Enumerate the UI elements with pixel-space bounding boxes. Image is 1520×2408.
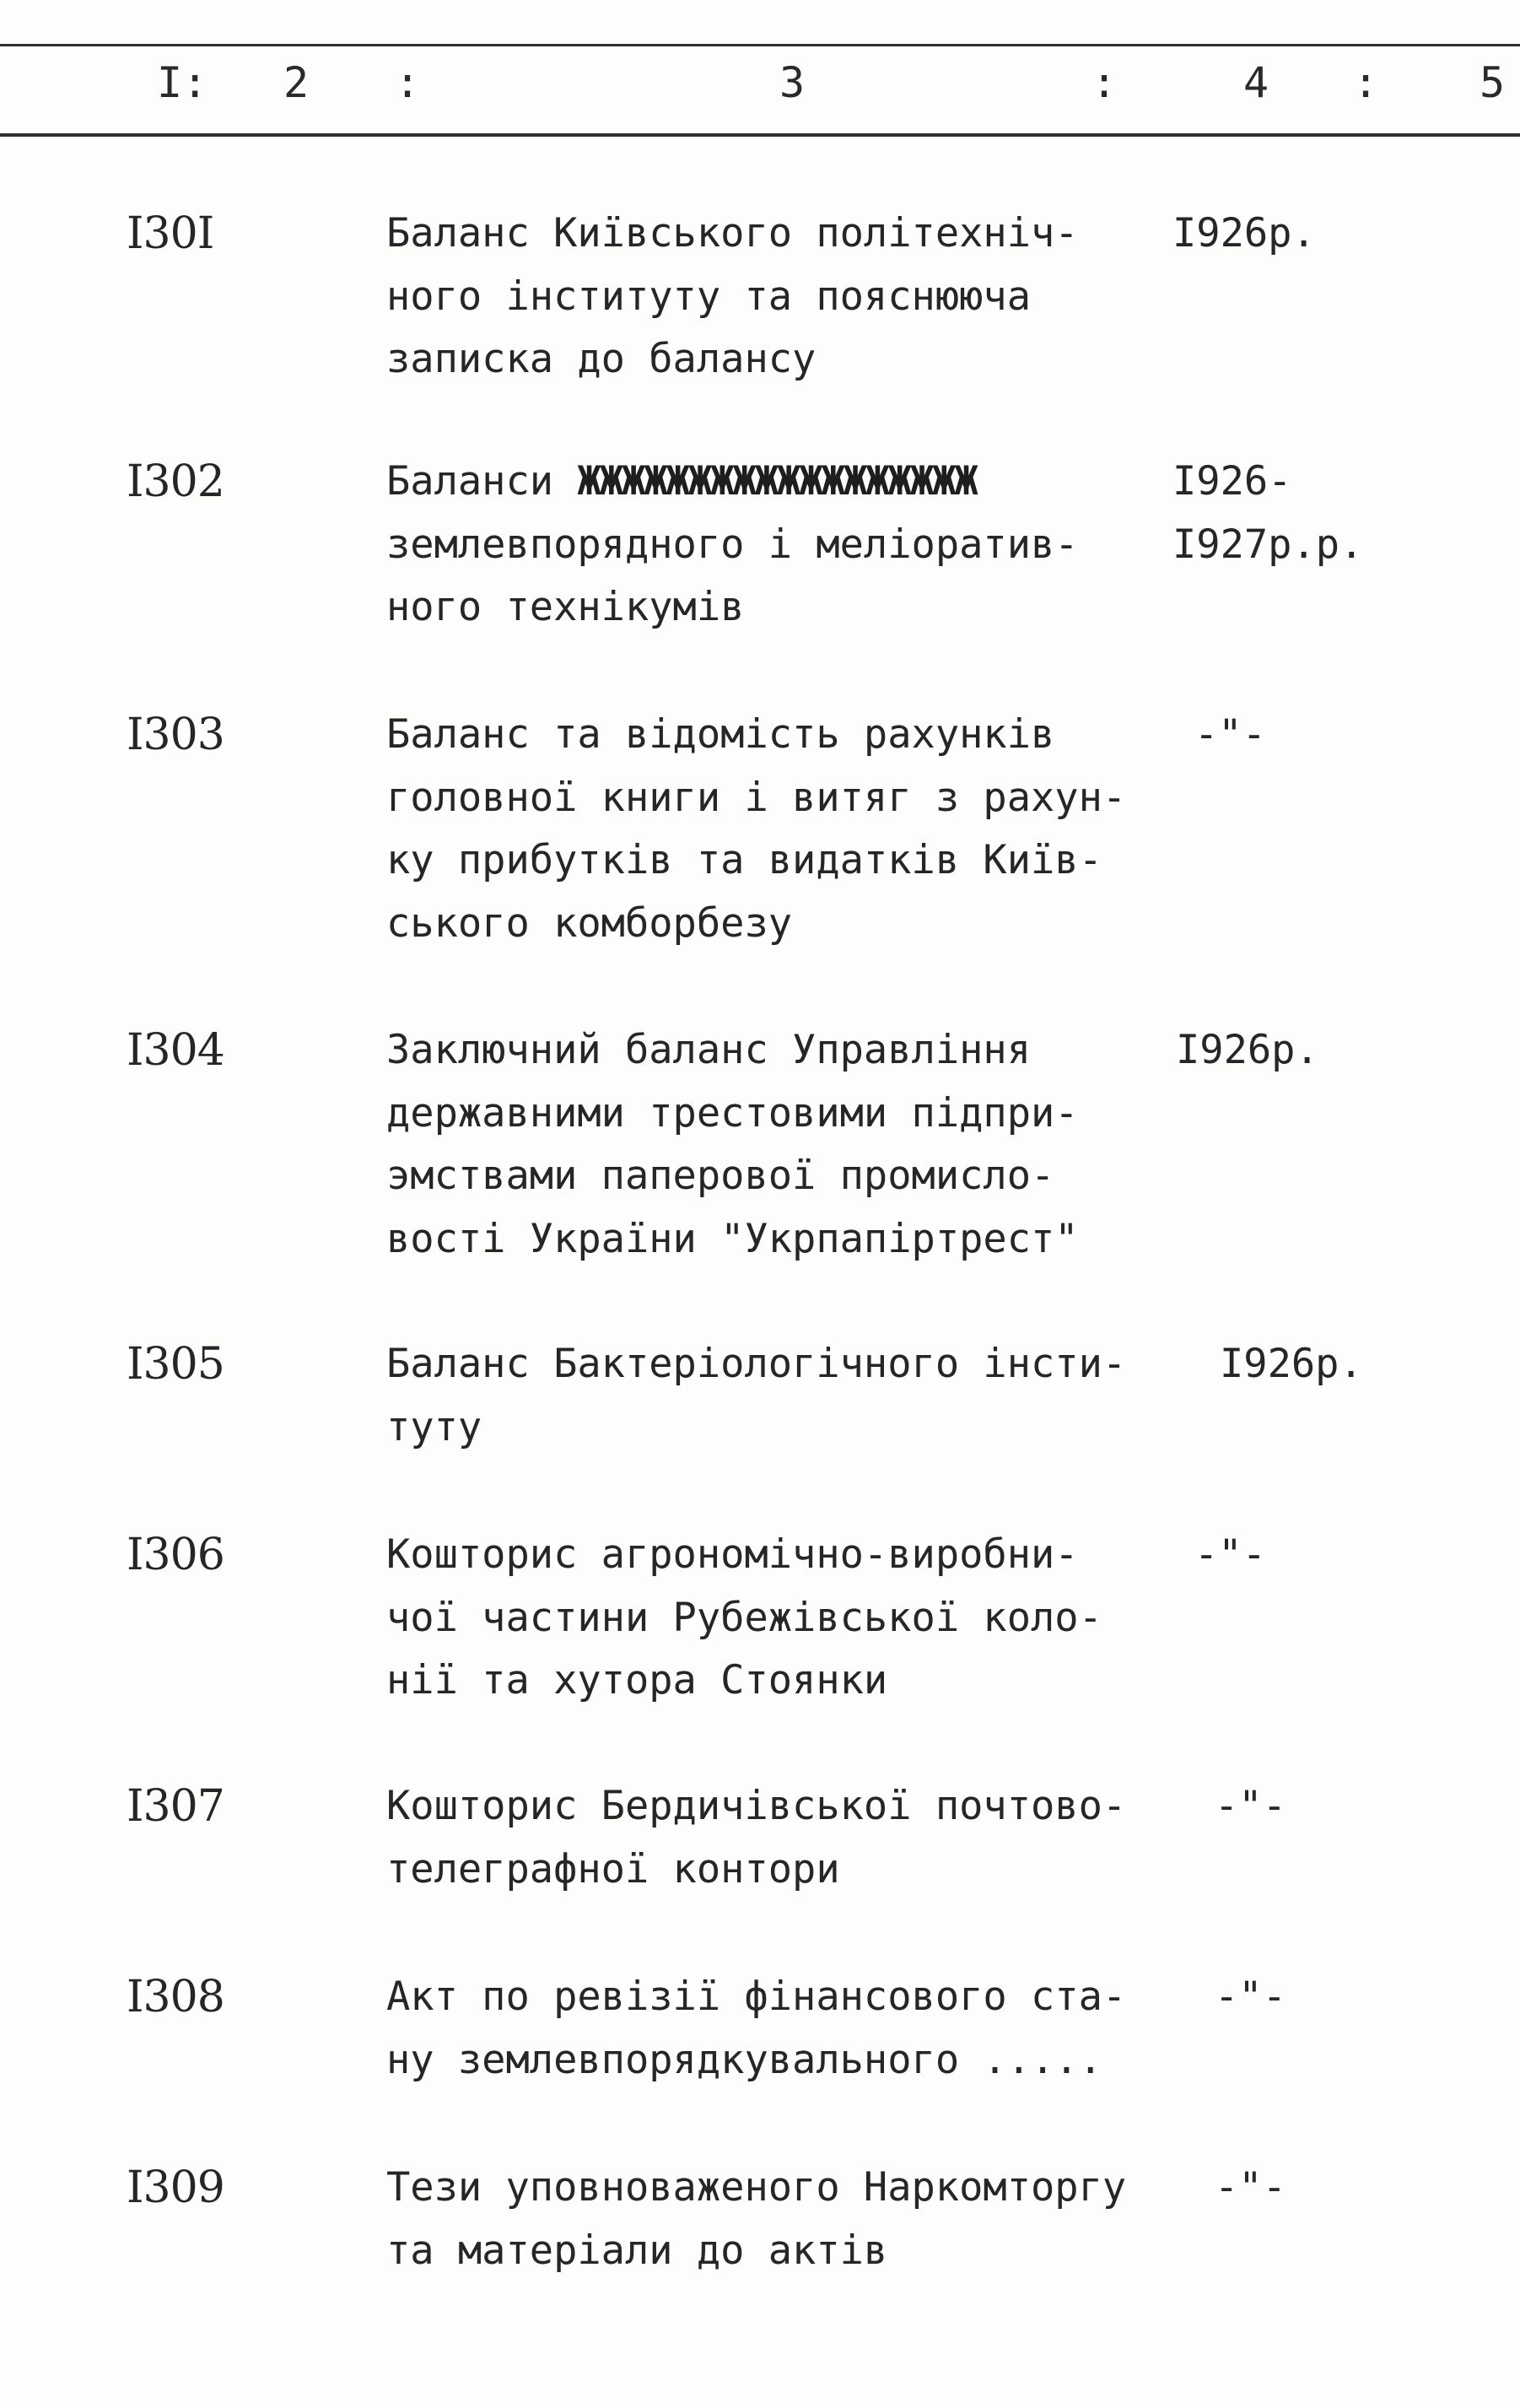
title-line: ного технікумів bbox=[386, 584, 745, 630]
title-line: нії та хутора Стоянки bbox=[386, 1657, 888, 1703]
entry-date bbox=[1215, 1966, 1286, 2029]
title-line: Тези уповноваженого Наркомторгу bbox=[386, 2164, 1127, 2211]
column-1-header: I: bbox=[157, 58, 208, 107]
entry-number: I303 bbox=[127, 710, 224, 760]
date-line: -"- bbox=[1194, 711, 1266, 758]
entry-title bbox=[386, 1966, 1196, 2092]
entry-date bbox=[1215, 2157, 1286, 2220]
title-line: туту bbox=[386, 1403, 482, 1450]
column-separator: : bbox=[1353, 58, 1379, 107]
title-line: ну землевпорядкувального ..... bbox=[386, 2036, 1102, 2083]
title-line: Баланс та відомість рахунків bbox=[386, 711, 1055, 758]
date-line: -"- bbox=[1194, 1531, 1266, 1578]
title-line: Кошторис Бердичівської почтово- bbox=[386, 1783, 1127, 1829]
title-line: землевпорядного і меліоратив- bbox=[386, 521, 1079, 568]
column-4-header: 4 bbox=[1243, 58, 1269, 107]
entry-title bbox=[386, 1775, 1196, 1901]
entry-number: I307 bbox=[127, 1781, 224, 1832]
title-line: Акт по ревізії фінансового ста- bbox=[386, 1973, 1127, 2020]
date-line: -"- bbox=[1215, 1783, 1286, 1829]
title-line: вості України "Укрпапіртрест" bbox=[386, 1215, 1079, 1262]
entry-number: I305 bbox=[127, 1339, 224, 1390]
entry-title bbox=[386, 202, 1196, 391]
entry-number: I302 bbox=[127, 456, 224, 507]
struck-out-text: ЖЖЖЖЖЖЖЖЖЖЖЖЖЖЖЖЖЖ bbox=[577, 458, 977, 505]
entry-title bbox=[386, 2157, 1196, 2282]
entry-number: I308 bbox=[127, 1972, 224, 2022]
title-line: ного інституту та пояснююча bbox=[386, 273, 1032, 320]
entry-date bbox=[1172, 202, 1316, 266]
entry-number: I304 bbox=[127, 1025, 224, 1076]
column-separator: : bbox=[395, 58, 421, 107]
column-separator: : bbox=[1091, 58, 1118, 107]
date-line: -"- bbox=[1215, 2164, 1286, 2211]
entry-number: I30I bbox=[127, 208, 214, 259]
date-line: I926р. bbox=[1220, 1341, 1363, 1387]
title-line: ку прибутків та видатків Київ- bbox=[386, 837, 1102, 883]
date-line: I927р.р. bbox=[1172, 521, 1364, 568]
entry-date bbox=[1194, 1524, 1266, 1587]
date-line: I926- bbox=[1172, 458, 1292, 505]
header-bottom-rule bbox=[0, 133, 1520, 137]
entry-title bbox=[386, 1019, 1196, 1271]
date-line: -"- bbox=[1215, 1973, 1286, 2020]
entry-date bbox=[1220, 1333, 1363, 1396]
title-line: Баланс Київського політехніч- bbox=[386, 210, 1079, 256]
entry-title bbox=[386, 1524, 1196, 1713]
header-top-rule bbox=[0, 44, 1520, 46]
title-line bbox=[386, 451, 1196, 514]
date-line: I926р. bbox=[1176, 1027, 1319, 1073]
date-line: I926р. bbox=[1172, 210, 1316, 256]
title-line: Заключний баланс Управління bbox=[386, 1027, 1032, 1073]
title-line: Баланс Бактеріологічного інсти- bbox=[386, 1341, 1127, 1387]
title-line: эмствами паперової промисло- bbox=[386, 1153, 1055, 1199]
title-line: та матеріали до актів bbox=[386, 2227, 888, 2274]
column-2-header: 2 bbox=[283, 58, 310, 107]
title-line: телеграфної контори bbox=[386, 1845, 840, 1892]
entry-date bbox=[1194, 704, 1266, 767]
entry-title bbox=[386, 1333, 1196, 1459]
entry-date bbox=[1176, 1019, 1319, 1083]
title-line: записка до балансу bbox=[386, 336, 817, 382]
title-line: головної книги і витяг з рахун- bbox=[386, 774, 1127, 821]
title-line: чої частини Рубежівської коло- bbox=[386, 1594, 1102, 1641]
entry-title bbox=[386, 451, 1196, 640]
entry-number: I309 bbox=[127, 2162, 224, 2213]
entry-number: I306 bbox=[127, 1530, 224, 1580]
entry-title bbox=[386, 704, 1196, 955]
entry-date bbox=[1215, 1775, 1286, 1838]
title-line: Кошторис агрономічно-виробни- bbox=[386, 1531, 1079, 1578]
column-5-header: 5 bbox=[1480, 58, 1506, 107]
title-line: державними трестовими підпри- bbox=[386, 1089, 1079, 1137]
column-3-header: 3 bbox=[779, 58, 806, 107]
entry-date bbox=[1172, 451, 1363, 576]
title-text: Баланси bbox=[386, 458, 578, 505]
title-line: ського комборбезу bbox=[386, 899, 793, 947]
